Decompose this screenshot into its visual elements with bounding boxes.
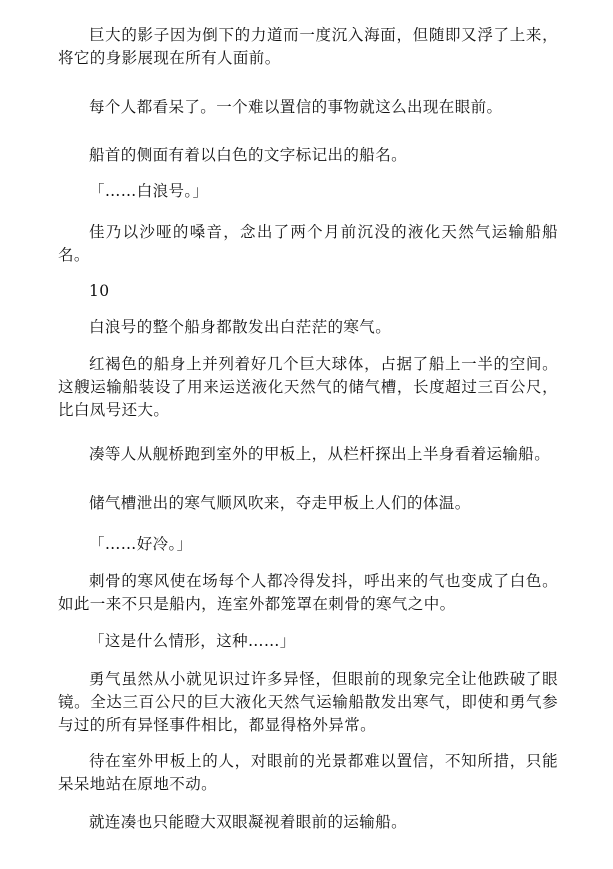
- paragraph: 巨大的影子因为倒下的力道而一度沉入海面，但随即又浮了上来，将它的身影展现在所有人面前。: [58, 26, 558, 67]
- dialogue-line: 「这是什么情形，这种……」: [89, 632, 296, 650]
- dialogue-line: 「……白浪号。」: [89, 182, 209, 200]
- section-number: 10: [89, 282, 110, 300]
- paragraph: 就连凑也只能瞪大双眼凝视着眼前的运输船。: [89, 813, 408, 831]
- paragraph: 红褐色的船身上并列着好几个巨大球体，占据了船上一半的空间。这艘运输船装设了用来运送液化天然气的储气槽，长度超过三百公尺，比白凤号还大。: [58, 355, 558, 419]
- paragraph: 白浪号的整个船身都散发出白茫茫的寒气。: [89, 318, 392, 336]
- dialogue-line: 「……好冷。」: [89, 535, 193, 553]
- paragraph: 船首的侧面有着以白色的文字标记出的船名。: [89, 146, 408, 164]
- paragraph: 待在室外甲板上的人，对眼前的光景都难以置信，不知所措，只能呆呆地站在原地不动。: [58, 752, 558, 793]
- paragraph: 刺骨的寒风使在场每个人都冷得发抖，呼出来的气也变成了白色。如此一来不只是船内，连室外都笼罩在刺骨的寒气之中。: [58, 572, 558, 613]
- paragraph: 佳乃以沙哑的嗓音，念出了两个月前沉没的液化天然气运输船船名。: [58, 223, 558, 264]
- paragraph: 勇气虽然从小就见识过许多异怪，但眼前的现象完全让他跌破了眼镜。全达三百公尺的巨大液化天然气运输船散发出寒气，即使和勇气参与过的所有异怪事件相比，都显得格外异常。: [58, 670, 558, 734]
- paragraph: 每个人都看呆了。一个难以置信的事物就这么出现在眼前。: [89, 98, 503, 116]
- paragraph: 储气槽泄出的寒气顺风吹来，夺走甲板上人们的体温。: [89, 494, 471, 512]
- paragraph: 凑等人从舰桥跑到室外的甲板上，从栏杆探出上半身看着运输船。: [89, 445, 551, 463]
